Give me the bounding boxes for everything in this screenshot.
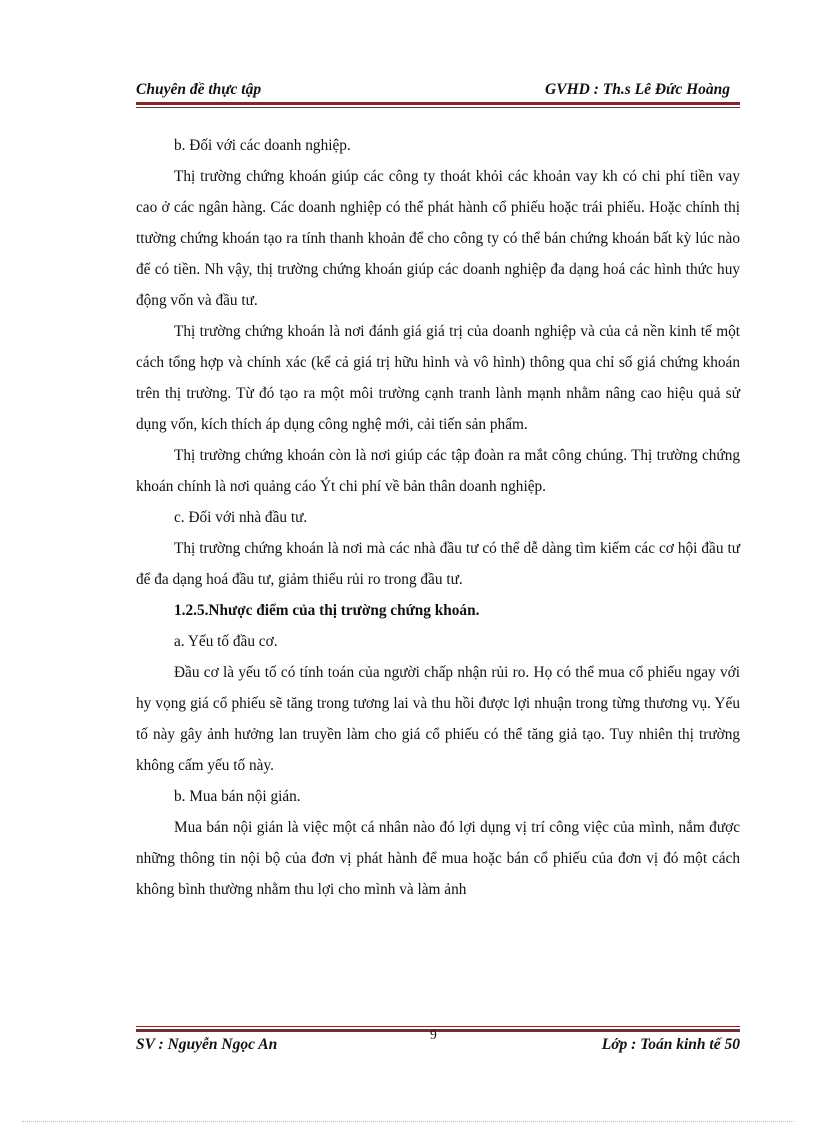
header-rule-thick [136,102,740,105]
footer-rule-thick [136,1029,740,1032]
subheading-noi-gian: b. Mua bán nội gián. [174,788,301,805]
header-supervisor: GVHD : Th.s Lê Đức Hoàng [545,81,730,98]
paragraph: Mua bán nội gián là việc một cá nhân nào đó lợi dụng vị trí công việc của mình, nắm được những thông tin nội bộ của đơn vị phát hành để mua hoặc bán cổ phiếu của đơn vị đó một cách không bình thường nhằm thu lợi cho mình và làm ảnh [136,819,740,898]
paragraph: Đầu cơ là yếu tố có tính toán của người chấp nhận rủi ro. Họ có thể mua cổ phiếu ngay với hy vọng giá cổ phiếu sẽ tăng trong tương lai và thu hồi được lợi nhuận trong từng thương vụ. Yếu tố này gây ảnh hưởng lan truyền làm cho giá cổ phiếu có thể tăng giả tạo. Tuy nhiên thị trường không cấm yếu tố này. [136,664,740,774]
paragraph: Thị trường chứng khoán là nơi đánh giá giá trị của doanh nghiệp và của cả nền kinh tế một cách tổng hợp và chính xác (kể cả giá trị hữu hình và vô hình) thông qua chỉ số giá chứng khoán trên thị trường. Từ đó tạo ra một môi trường cạnh tranh lành mạnh nhằm nâng cao hiệu quả sử dụng vốn, kích thích áp dụng công nghệ mới, cải tiến sản phẩm. [136,323,740,433]
paragraph: Thị trường chứng khoán giúp các công ty thoát khỏi các khoản vay kh có chi phí tiền vay cao ở các ngân hàng. Các doanh nghiệp có thể phát hành cổ phiếu hoặc trái phiếu. Hoặc chính thị ttường chứng khoán tạo ra tính thanh khoản để cho công ty có thể bán chứng khoán bất kỳ lúc nào để có tiền. Nh vậy, thị trường chứng khoán giúp các doanh nghiệp đa dạng hoá các hình thức huy động vốn và đầu tư. [136,168,740,309]
paragraph: Thị trường chứng khoán còn là nơi giúp các tập đoàn ra mắt công chúng. Thị trường chứng khoán chính là nơi quảng cáo Ýt chi phí về bản thân doanh nghiệp. [136,447,740,495]
subheading-nha-dau-tu: c. Đối với nhà đầu tư. [174,509,308,526]
header-rule-thin [136,107,740,108]
section-heading: 1.2.5.Nhược điểm của thị trường chứng khoán. [174,602,480,619]
document-body [136,130,740,905]
footer-rule-thin [136,1026,740,1027]
page-edge-divider [22,1121,794,1122]
subheading-doanh-nghiep: b. Đối với các doanh nghiệp. [174,137,351,154]
header-title: Chuyên đề thực tập [136,81,262,98]
footer-class: Lớp : Toán kinh tế 50 [601,1036,740,1053]
page-footer [136,1034,740,1058]
subheading-dau-co: a. Yếu tố đầu cơ. [174,633,278,650]
paragraph: Thị trường chứng khoán là nơi mà các nhà đầu tư có thể dễ dàng tìm kiếm các cơ hội đầu tư để đa dạng hoá đầu tư, giảm thiểu rủi ro trong đầu tư. [136,540,740,588]
footer-student: SV : Nguyễn Ngọc An [136,1036,278,1053]
page-number: 9 [430,1027,437,1042]
page-header [136,79,740,101]
